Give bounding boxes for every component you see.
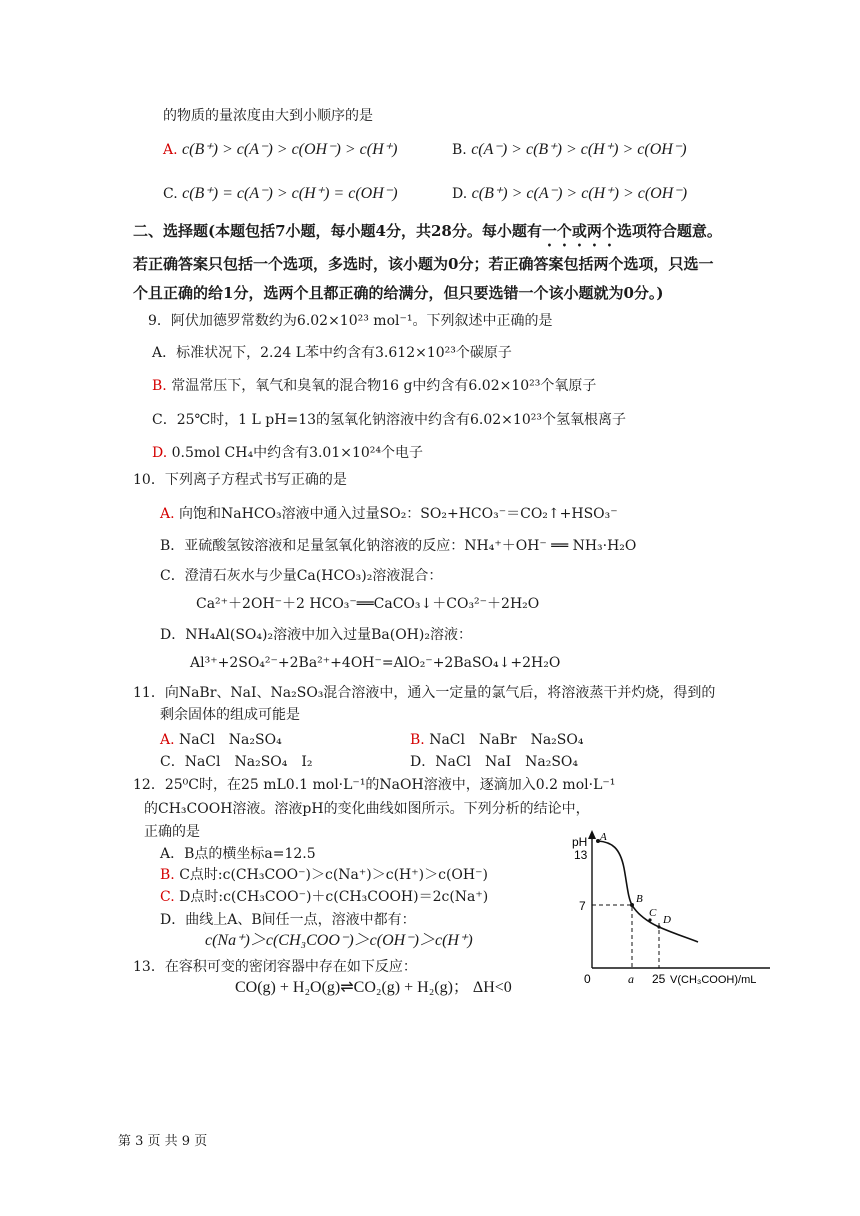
q10-option-b: B．亚硫酸氢铵溶液和足量氢氧化钠溶液的反应：NH₄⁺＋OH⁻ ══ NH₃·H₂O (160, 538, 637, 554)
q13-equation: CO(g) + H₂O(g)⇌CO₂(g) + H₂(g)； ΔH<0 (235, 979, 512, 996)
q12-option-b: B. C点时:c(CH₃COO⁻)＞c(Na⁺)＞c(H⁺)＞c(OH⁻) (160, 867, 488, 883)
q12-option-a: A．B点的横坐标a=12.5 (160, 846, 316, 862)
q11-stem-line1: 11．向NaBr、NaI、Na₂SO₃混合溶液中，通入一定量的氯气后，将溶液蒸干并灼烧，得到的 (133, 685, 716, 701)
q8-option-b: B. c(A⁻) > c(B⁺) > c(H⁺) > c(OH⁻) (452, 141, 687, 158)
q10-option-d: D．NH₄Al(SO₄)₂溶液中加入过量Ba(OH)₂溶液： (160, 627, 472, 643)
q9-option-c: C．25℃时，1 L pH=13的氢氧化钠溶液中约含有6.02×10²³个氢氧根离子 (152, 412, 626, 428)
q12-stem-line3: 正确的是 (144, 824, 200, 840)
q11-option-b: B. NaCl NaBr Na₂SO₄ (410, 732, 584, 748)
section2-heading-line2: 若正确答案只包括一个选项，多选时，该小题为0分；若正确答案包括两个选项，只选一 (133, 255, 714, 273)
section2-heading-line1: 二、选择题(本题包括7小题，每小题4分，共28分。每小题有一个或两个选项符合题意。 (133, 222, 722, 240)
q10-stem: 10．下列离子方程式书写正确的是 (133, 472, 347, 488)
chart-point-b-label: B (636, 893, 643, 905)
q10-option-a: A. 向饱和NaHCO₃溶液中通入过量SO₂：SO₂+HCO₃⁻＝CO₂↑+HSO₃⁻ (160, 506, 618, 522)
q8-option-d: D. c(B⁺) > c(A⁻) > c(H⁺) > c(OH⁻) (452, 185, 688, 202)
chart-point-b (630, 903, 634, 907)
titration-curve (598, 841, 698, 942)
chart-y-label: pH (572, 835, 588, 849)
q13-stem: 13．在容积可变的密闭容器中存在如下反应： (133, 959, 417, 975)
section2-heading-line3: 个且正确的给1分，选两个且都正确的给满分，但只要选错一个该小题就为0分。) (133, 284, 664, 302)
q12-option-c: C. D点时:c(CH₃COO⁻)＋c(CH₃COOH)＝2c(Na⁺) (160, 889, 489, 905)
q9-stem: 9．阿伏加德罗常数约为6.02×10²³ mol⁻¹。下列叙述中正确的是 (148, 313, 553, 329)
q12-option-d: D．曲线上A、B间任一点，溶液中都有： (160, 912, 416, 928)
q8-stem: 的物质的量浓度由大到小顺序的是 (163, 108, 373, 124)
q8-option-a: A. c(B⁺) > c(A⁻) > c(OH⁻) > c(H⁺) (163, 141, 398, 158)
chart-y-tick-7: 7 (579, 899, 586, 913)
chart-x-label: V(CH₃COOH)/mL (670, 974, 757, 986)
q9-option-d: D. 0.5mol CH₄中约含有3.01×10²⁴个电子 (152, 445, 424, 461)
chart-x-tick-0: 0 (584, 972, 591, 986)
q10-option-c: C．澄清石灰水与少量Ca(HCO₃)₂溶液混合： (160, 568, 443, 584)
chart-point-c-label: C (649, 907, 657, 919)
q12-stem-line2: 的CH₃COOH溶液。溶液pH的变化曲线如图所示。下列分析的结论中， (144, 801, 590, 817)
chart-guide-ph7 (592, 905, 632, 968)
chart-point-a-label: A (600, 831, 607, 843)
q9-option-b: B. 常温常压下，氧气和臭氧的混合物16 g中约含有6.02×10²³个氧原子 (152, 378, 597, 394)
chart-point-d (657, 925, 660, 928)
q11-option-c: C．NaCl Na₂SO₄ I₂ (160, 754, 313, 770)
q12-option-d-equation: c(Na⁺)＞c(CH₃COO⁻)＞c(OH⁻)＞c(H⁺) (205, 932, 473, 949)
q12-stem-line1: 12．25⁰C时，在25 mL0.1 mol·L⁻¹的NaOH溶液中，逐滴加入0.2 mol·L⁻¹ (133, 777, 616, 793)
q11-option-d: D．NaCl NaI Na₂SO₄ (410, 754, 579, 770)
q10-option-c-equation: Ca²⁺＋2OH⁻＋2 HCO₃⁻══CaCO₃↓＋CO₃²⁻＋2H₂O (196, 596, 540, 612)
page-footer: 第 3 页 共 9 页 (118, 1134, 208, 1149)
chart-y-axis-arrow (588, 830, 596, 839)
q8-option-c: C. c(B⁺) = c(A⁻) > c(H⁺) = c(OH⁻) (163, 185, 398, 202)
q10-option-d-equation: Al³⁺+2SO₄²⁻+2Ba²⁺+4OH⁻=AlO₂⁻+2BaSO₄↓+2H₂O (190, 655, 561, 671)
chart-x-tick-25: 25 (652, 972, 666, 986)
q11-stem-line2: 剩余固体的组成可能是 (160, 707, 300, 723)
chart-point-d-label: D (663, 914, 671, 926)
q9-option-a: A．标准状况下，2.24 L苯中约含有3.612×10²³个碳原子 (152, 345, 512, 361)
chart-x-tick-a: a (628, 972, 634, 986)
q11-option-a: A. NaCl Na₂SO₄ (160, 732, 282, 748)
chart-y-tick-13: 13 (574, 848, 588, 862)
titration-chart (570, 828, 790, 988)
